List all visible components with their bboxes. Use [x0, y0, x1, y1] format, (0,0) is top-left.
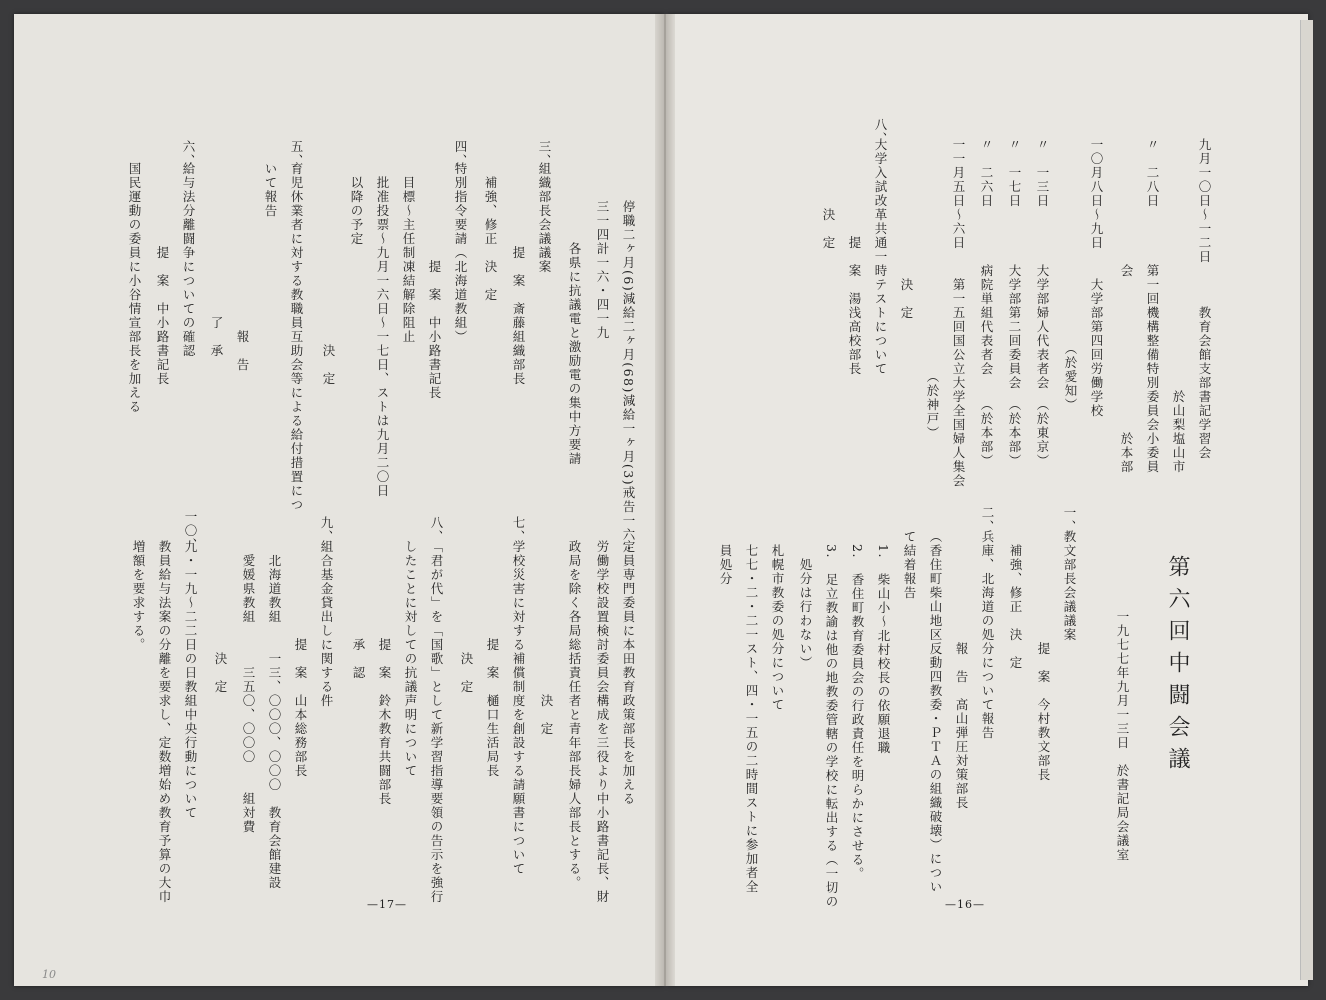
item-line: 定員専門委員に本田教育政策部長を加える — [621, 540, 636, 806]
item-line: 決 定 — [459, 540, 474, 694]
item-line: 教員給与法案の分離を要求し、定数増始め教育予算の大巾 — [157, 540, 172, 904]
schedule-line: 一一月五日～六日 第一五回国公立大学全国婦人集会 — [951, 138, 966, 488]
item-line: 1. 柴山小～北村校長の依願退職 — [876, 530, 891, 755]
item-label: 二、 — [980, 506, 995, 534]
item-line: 特別指令要請（北海道教組） — [453, 162, 468, 344]
item-line: （香住町柴山地区反動四教委・ＰＴＡの組織破壊）につい — [928, 530, 943, 894]
schedule-line: 〃 二八日 第一回機構整備特別委員会小委員 — [1145, 138, 1160, 474]
meeting-date: 一九七七年九月一三日 於書記局会議室 — [1115, 610, 1130, 862]
item-line: 九・一九～二二日の日教組中央行動について — [183, 540, 198, 820]
item-line: 労働学校設置検討委員会構成を三役より中小路書記長、財 — [595, 540, 610, 904]
item-label: 四、 — [453, 140, 468, 168]
item-line: 七七・二・二一スト、四・一五の二時間ストに参加者全 — [744, 530, 759, 894]
item-line: 3. 足立教諭は他の地教委管轄の学校に転出する（一切の — [824, 530, 839, 909]
item-line: て結着報告 — [902, 530, 917, 600]
item-line: 補強、修正 決 定 — [483, 162, 498, 302]
item-label: 八、 — [873, 118, 888, 146]
item-label: 七、 — [511, 516, 526, 544]
meeting-title: 第六回中闘会議 — [1165, 555, 1190, 779]
item-line: 処分は行わない） — [798, 530, 813, 670]
item-line: 提 案 樋口生活局長 — [485, 540, 500, 778]
item-line: 補強、修正 決 定 — [1008, 530, 1023, 670]
schedule-line: 〃 一三日 大学部婦人代表者会 （於東京） — [1035, 138, 1050, 468]
schedule-line: （於神戸） — [925, 138, 940, 440]
item-label: 八、 — [429, 516, 444, 544]
item-line: 各県に抗議電と激励電の集中方要請 — [567, 186, 582, 466]
item-line: 報 告 — [235, 162, 250, 372]
schedule-line: 一〇月八日～九日 大学部第四回労働学校 — [1089, 138, 1104, 418]
item-line: 提 案 山本総務部長 — [293, 540, 308, 778]
item-line: 提 案 鈴木教育共闘部長 — [377, 540, 392, 806]
item-line: 提 案 湯浅高校部長 — [847, 138, 862, 376]
item-line: 決 定 — [539, 540, 554, 736]
item-line: 2. 香住町教育委員会の行政責任を明らかにさせる。 — [850, 530, 865, 881]
item-label: 九、 — [319, 516, 334, 544]
item-line: 了 承 — [209, 162, 224, 358]
item-label: 六、 — [181, 140, 196, 168]
schedule-line: 〃 一七日 大学部第二回委員会 （於本部） — [1007, 138, 1022, 468]
page-number: —16— — [945, 898, 985, 911]
item-line: 批准投票～九月一六日～一七日、ストは九月二〇日 — [375, 162, 390, 498]
item-line: 愛媛県教組 三五〇、〇〇〇 組対費 — [241, 540, 256, 834]
item-line: いて報告 — [263, 162, 278, 218]
item-label: 三、 — [537, 140, 552, 168]
item-line: 承 認 — [351, 540, 366, 680]
item-line: したことに対しての抗議声明について — [403, 540, 418, 778]
schedule-line: 於山梨塩山市 — [1171, 138, 1186, 474]
item-line: 組織部長会議議案 — [537, 162, 552, 274]
item-line: 目標～主任制凍結解除阻止 — [401, 162, 416, 344]
item-line: 兵庫、北海道の処分について報告 — [980, 530, 995, 740]
item-label: 一、 — [1062, 506, 1077, 534]
page-edges — [1300, 20, 1313, 980]
item-line: 停職二ヶ月(6)減給二ヶ月(68)減給一ヶ月(3)戒告一六・ — [621, 186, 636, 557]
item-line: 給与法分離闘争についての確認 — [181, 162, 196, 358]
page-number: —17— — [367, 898, 407, 911]
item-line: 「君が代」を「国歌」として新学習指導要領の告示を強行 — [429, 540, 444, 904]
item-line: 増額を要求する。 — [131, 540, 146, 652]
item-line: 提 案 斎藤組織部長 — [511, 162, 526, 386]
schedule-line: 〃 二六日 病院単組代表者会 （於本部） — [979, 138, 994, 468]
item-line: 決 定 — [321, 162, 336, 386]
item-line: 政局を除く各局総括責任者と青年部長婦人部長とする。 — [567, 540, 582, 890]
item-line: 北海道教組 一三、〇〇〇、〇〇〇 教育会館建設 — [267, 540, 282, 890]
item-line: 育児休業者に対する教職員互助会等による給付措置につ — [289, 162, 304, 512]
book-gutter — [655, 14, 675, 986]
item-line: 以降の予定 — [349, 162, 364, 246]
item-line: 教文部長会議議案 — [1062, 530, 1077, 642]
schedule-line: 会 於本部 — [1119, 138, 1134, 474]
item-line: 組合基金貸出しに関する件 — [319, 540, 334, 708]
item-line: 国民運動の委員に小谷情宣部長を加える — [127, 162, 142, 414]
item-line: 三一四計一六・四一九 — [595, 186, 610, 340]
item-line: 決 定 — [213, 540, 228, 694]
item-line: 学校災害に対する補償制度を創設する請願書について — [511, 540, 526, 876]
item-line: 提 案 中小路書記長 — [155, 162, 170, 386]
schedule-line: （於愛知） — [1063, 138, 1078, 412]
item-line: 報 告 高山弾圧対策部長 — [954, 530, 969, 810]
item-line: 提 案 中小路書記長 — [427, 162, 442, 400]
item-line: 決 定 — [821, 138, 836, 250]
item-line: 札幌市教委の処分について — [770, 530, 785, 712]
schedule-line: 決 定 — [899, 138, 914, 320]
item-line: 員処分 — [718, 530, 733, 586]
item-line: 提 案 今村教文部長 — [1036, 530, 1051, 782]
item-label: 一〇、 — [183, 510, 198, 552]
pencil-mark: 10 — [42, 968, 56, 981]
schedule-line: 九月一〇日～一二日 教育会館支部書記学習会 — [1197, 138, 1212, 460]
item-label: 五、 — [289, 140, 304, 168]
item-line: 大学入試改革共通一時テストについて — [873, 138, 888, 376]
